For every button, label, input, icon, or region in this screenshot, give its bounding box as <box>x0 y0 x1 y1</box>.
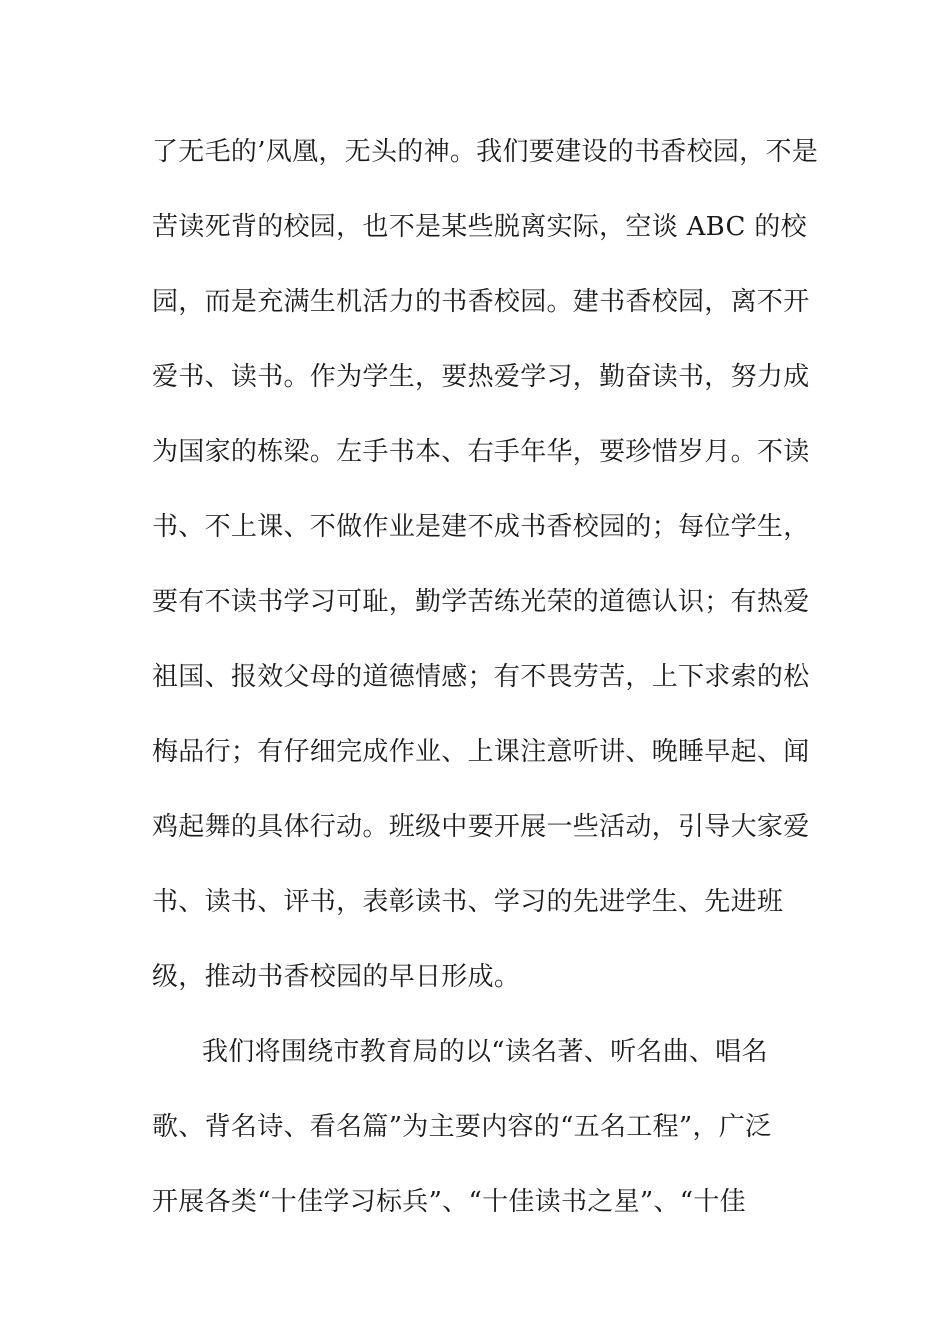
text-line: 园，而是充满生机活力的书香校园。建书香校园，离不开 <box>152 287 810 317</box>
text-line: 祖国、报效父母的道德情感；有不畏劳苦，上下求索的松 <box>152 662 810 692</box>
text-line: 开展各类“十佳学习标兵”、“十佳读书之星”、“十佳 <box>152 1187 746 1217</box>
text-line: 爱书、读书。作为学生，要热爱学习，勤奋读书，努力成 <box>152 362 810 392</box>
text-line: 鸡起舞的具体行动。班级中要开展一些活动，引导大家爱 <box>152 812 810 842</box>
text-line: 要有不读书学习可耻，勤学苦练光荣的道德认识；有热爱 <box>152 587 810 617</box>
text-line: 了无毛的’凤凰，无头的神。我们要建设的书香校园，不是 <box>152 137 819 167</box>
text-line: 苦读死背的校园，也不是某些脱离实际，空谈 ABC 的校 <box>152 212 807 242</box>
text-line: 级，推动书香校园的早日形成。 <box>152 962 521 992</box>
paragraph-first-line: 我们将围绕市教育局的以“读名著、听名曲、唱名 <box>202 1037 768 1067</box>
text-line: 书、读书、评书，表彰读书、学习的先进学生、先进班 <box>152 887 784 917</box>
text-line: 歌、背名诗、看名篇”为主要内容的“五名工程”，广泛 <box>152 1112 772 1142</box>
text-line: 书、不上课、不做作业是建不成书香校园的；每位学生， <box>152 512 810 542</box>
text-line: 为国家的栋梁。左手书本、右手年华，要珍惜岁月。不读 <box>152 437 810 467</box>
text-line: 梅品行；有仔细完成作业、上课注意听讲、晚睡早起、闻 <box>152 737 810 767</box>
